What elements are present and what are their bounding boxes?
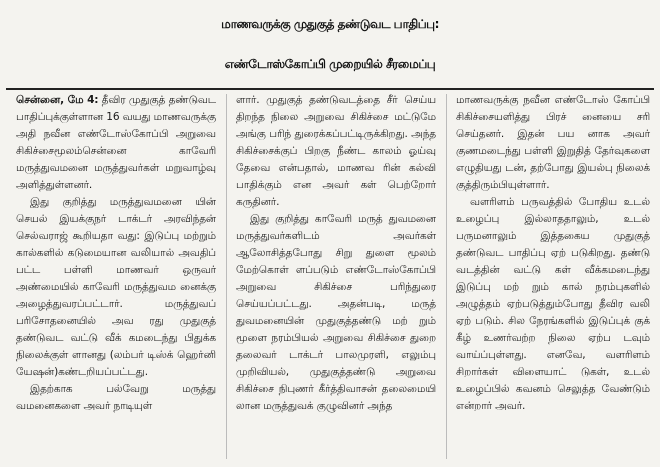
headline (0, 0, 660, 88)
article-column-1 (16, 92, 216, 415)
column-divider (446, 94, 447, 459)
headline-line-2: எண்டோஸ்கோப்பி முறையில் சீரமைப்பு (224, 57, 436, 71)
headline-rule (6, 88, 654, 90)
article-column-3 (456, 92, 650, 415)
article-paragraph: இது குறித்து காவேரி மருத் துவமனை மருத்துவர்களிடம் அவர்கள் ஆலோசித்தபோது சிறு துளை மூலம் மேற்கொள் ளப்படும் எண்டோஸ்கோப்பி அறுவை சிகிச்சை பரிந்துரை செய்யப்பட்டது. அதன்படி, மருத் துவமனையின் முதுகுத்தண்டு மற் றும் மூளை நரம்பியல் அறுவை சிகிச்சை துறை தலைவர் டாக்டர் பாலமுரளி, எலும்பு முறிவியல், முதுகுத்தண்டு அறுவை சிகிச்சை நிபுணர் கீர்த்திவாசன் தலைமையி லான மருத்துவக் குழுவினர் அந்த (236, 213, 436, 412)
paragraph-text: தீவிர முதுகுத் தண்டுவட பாதிப்புக்குள்ளான 16 வயது மாணவருக்கு அதி நவீன எண்டோஸ்கோப்பி அறுவை சிகிச்சைமூலம்சென்னை காவேரி மருத்துவமனை மருத்துவர்கள் மறுவாழ்வு அளித்துள்ளனர். (16, 94, 217, 191)
article-column-2 (236, 92, 436, 415)
article-paragraph: இதற்காக பல்வேறு மருத்து வமனைகளை அவர் நாடியுள் (16, 383, 216, 412)
column-divider (226, 94, 227, 459)
dateline: சென்னை, மே 4: (16, 94, 99, 106)
article-paragraph: ளார். முதுகுத் தண்டுவடத்தை சீர் செய்ய திறந்த நிலை அறுவை சிகிச்சை மட்டுமே அங்கு பரிந் துரைக்கப்பட்டிருக்கிறது. அந்த சிகிச்சைக்குப் பிறகு நீண்ட காலம் ஓய்வு தேவை என்பதால், மாணவ ரின் கல்வி பாதிக்கும் என அவர் கள் பெற்றோர் கருதினர். (236, 94, 436, 208)
article-paragraph: இது குறித்து மருத்துவமனை யின் செயல் இயக்குநர் டாக்டர் அரவிந்தன் செல்வராஜ் கூறியதா வது: இடுப்பு மற்றும் கால்களில் கடுமையான வலியால் அவதிப் பட்ட பள்ளி மாணவர் ஒருவர் அண்மையில் காவேரி மருத்துவம னைக்கு அழைத்துவரப்பட்டார். மருத்துவப் பரிசோதனையில் அவ ரது முதுகுத் தண்டுவட வட்டு வீக் கமடைந்து பிதுக்க நிலைக்குள் ளானது (லம்பர் டிஸ்க் ஹெர்னி யேஷன்)கண்டறியப்பட்டது. (16, 196, 216, 378)
article-paragraph: மாணவருக்கு நவீன எண்டோஸ் கோப்பி சிகிச்சையளித்து பிரச் னையை சரி செய்தனர். இதன் பய னாக அவர் குணமடைந்து பள்ளி இறுதித் தேர்வுகளை எழுதியது டன், தற்போது இயல்பு நிலைக் குத்திரும்பியுள்ளார். (456, 94, 650, 191)
headline-line-1: மாணவருக்கு முதுகுத் தண்டுவட பாதிப்பு: (221, 17, 439, 31)
article-paragraph (16, 92, 216, 194)
article-paragraph: வளரிளம் பருவத்தில் போதிய உடல் உழைப்பு இல்லாததாலும், உடல் பருமனாலும் இத்தகைய முதுகுத் தண்டுவட பாதிப்பு ஏற் படுகிறது. தண்டு வடத்தின் வட்டு கள் வீக்கமடைந்து இடுப்பு மற் றும் கால் நரம்புகளில் அழுத்தம் ஏற்படுத்தும்போது தீவிர வலி ஏற் படும். சில நேரங்களில் இடுப்புக் குக் கீழ் உணர்வற்ற நிலை ஏற்ப டவும் வாய்ப்புள்ளது. எனவே, வளரிளம் சிறார்கள் விளையாட் டுகள், உடல் உழைப்பில் கவனம் செலுத்த வேண்டும் என்றார் அவர். (456, 196, 650, 412)
